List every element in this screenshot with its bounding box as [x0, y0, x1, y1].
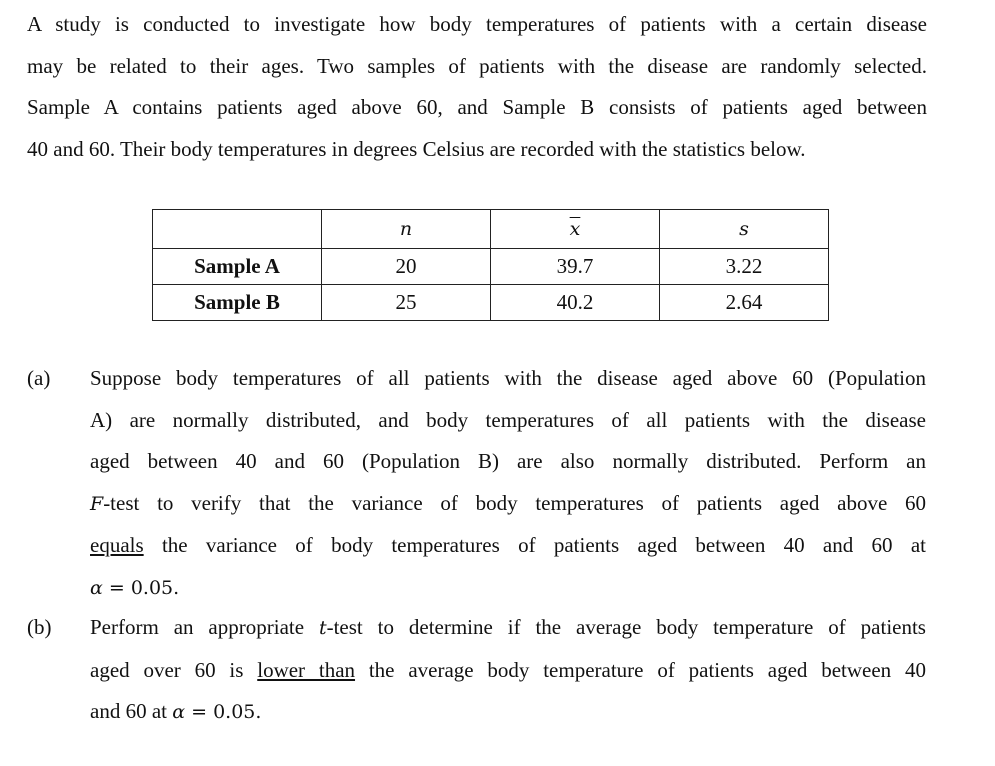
- intro-line: Sample A contains patients aged above 60, and Sample B consists of patients aged between: [27, 95, 927, 119]
- underlined-text: equals: [90, 533, 144, 557]
- part-body: [90, 358, 926, 609]
- row-label: Sample B: [153, 285, 322, 321]
- intro-paragraph: [27, 4, 927, 170]
- table-header-xbar: $\overline{x}$: [569, 218, 581, 240]
- part-line: F-test to verify that the variance of body temperatures of patients aged above 60: [90, 490, 926, 515]
- statistics-table: [152, 209, 829, 321]
- row-s: 2.64: [660, 285, 829, 321]
- t-symbol: t: [318, 617, 327, 639]
- row-n: 20: [322, 249, 491, 285]
- part-line: A) are normally distributed, and body temperatures of all patients with the disease: [90, 407, 926, 432]
- row-label: Sample A: [153, 249, 322, 285]
- part-body: [90, 607, 926, 734]
- intro-line: A study is conducted to investigate how body temperatures of patients with a certain disease: [27, 12, 927, 36]
- row-n: 25: [322, 285, 491, 321]
- alpha-expression: α = 0.05.: [172, 701, 262, 723]
- row-xbar: 39.7: [491, 249, 660, 285]
- f-symbol: F: [90, 492, 104, 515]
- part-line: aged between 40 and 60 (Population B) are also normally distributed. Perform an: [90, 449, 926, 473]
- part-label: (b): [27, 615, 52, 639]
- table-header-n: n: [322, 210, 491, 249]
- row-s: 3.22: [660, 249, 829, 285]
- table-row: [153, 285, 829, 321]
- part-line: equals the variance of body temperatures of patients aged between 40 and 60 at: [90, 533, 926, 557]
- row-xbar: 40.2: [491, 285, 660, 321]
- table-header-row: [153, 210, 829, 249]
- intro-line: 40 and 60. Their body temperatures in degrees Celsius are recorded with the statistics below.: [27, 136, 806, 161]
- part-label: (a): [27, 366, 51, 390]
- intro-line: may be related to their ages. Two samples of patients with the disease are randomly selected.: [27, 53, 927, 78]
- alpha-expression: α = 0.05.: [90, 576, 180, 599]
- part-line: Suppose body temperatures of all patients with the disease aged above 60 (Population: [90, 366, 926, 390]
- part-line: Perform an appropriate t-test to determine if the average body temperature of patients: [90, 615, 926, 639]
- table-row: [153, 249, 829, 285]
- underlined-text: lower than: [257, 657, 356, 682]
- part-line: aged over 60 is lower than the average body temperature of patients aged between 40: [90, 657, 926, 682]
- table-header-cell: [153, 210, 322, 249]
- part-line: and 60 at α = 0.05.: [90, 699, 262, 723]
- table-header-s: s: [660, 210, 829, 249]
- part-line: [90, 567, 926, 610]
